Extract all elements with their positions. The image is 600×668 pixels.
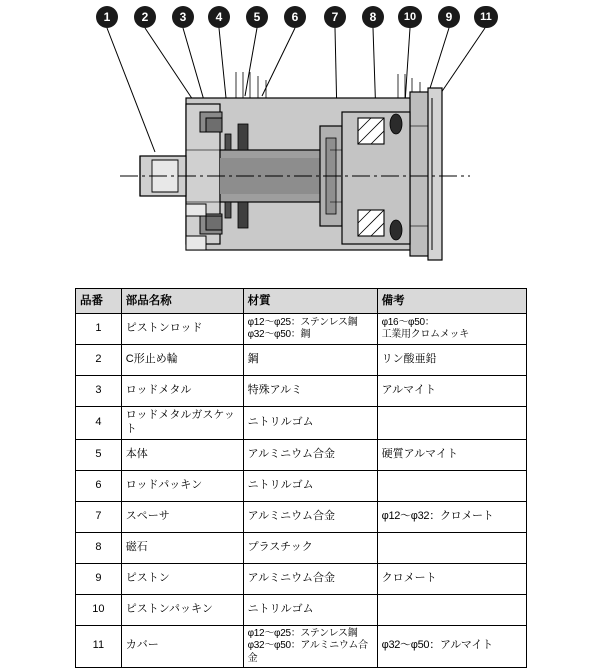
callout-1: 1 bbox=[96, 6, 118, 28]
cell-remarks: アルマイト bbox=[377, 376, 526, 407]
cell-name: スペーサ bbox=[121, 501, 243, 532]
piston-packing-upper bbox=[390, 114, 402, 134]
rod-metal-upper bbox=[206, 118, 222, 132]
cell-no: 2 bbox=[76, 345, 122, 376]
cell-no: 7 bbox=[76, 501, 122, 532]
cell-remarks bbox=[377, 470, 526, 501]
cylinder-cross-section-drawing bbox=[0, 0, 600, 280]
callout-3: 3 bbox=[172, 6, 194, 28]
cell-name: 磁石 bbox=[121, 532, 243, 563]
c-ring-upper bbox=[225, 134, 231, 150]
cell-name: C形止め輪 bbox=[121, 345, 243, 376]
header-no: 品番 bbox=[76, 289, 122, 314]
cell-material: ニトリルゴム bbox=[243, 407, 377, 440]
cell-remarks bbox=[377, 532, 526, 563]
cell-material: ニトリルゴム bbox=[243, 470, 377, 501]
cell-name: ロッドパッキン bbox=[121, 470, 243, 501]
table-row bbox=[76, 407, 527, 440]
callout-6: 6 bbox=[284, 6, 306, 28]
cell-name: ピストンパッキン bbox=[121, 594, 243, 625]
cell-remarks: リン酸亜鉛 bbox=[377, 345, 526, 376]
material-line-2: φ32～φ50：アルミニウム合金 bbox=[247, 640, 368, 664]
rod-packing-upper bbox=[238, 124, 248, 150]
table-row bbox=[76, 625, 527, 668]
cell-remarks: 硬質アルマイト bbox=[377, 439, 526, 470]
cell-material: アルミニウム合金 bbox=[243, 501, 377, 532]
cell-remarks: φ12～φ32：クロメート bbox=[377, 501, 526, 532]
cell-no: 4 bbox=[76, 407, 122, 440]
rod-metal-lower bbox=[206, 216, 222, 230]
cover-plate bbox=[428, 88, 442, 260]
cell-no: 10 bbox=[76, 594, 122, 625]
cell-material: 鋼 bbox=[243, 345, 377, 376]
table-row bbox=[76, 470, 527, 501]
piston-packing-lower bbox=[390, 220, 402, 240]
cell-name: 本体 bbox=[121, 439, 243, 470]
cell-remarks: φ32～φ50：アルマイト bbox=[377, 625, 526, 668]
table-row bbox=[76, 439, 527, 470]
cell-no: 6 bbox=[76, 470, 122, 501]
callout-8: 8 bbox=[362, 6, 384, 28]
cell-material: アルミニウム合金 bbox=[243, 439, 377, 470]
table-row bbox=[76, 532, 527, 563]
callout-5: 5 bbox=[246, 6, 268, 28]
remarks-line-2: 工業用クロムメッキ bbox=[381, 329, 469, 340]
material-line-2: φ32～φ50：鋼 bbox=[247, 329, 311, 340]
table-row bbox=[76, 501, 527, 532]
table-row bbox=[76, 594, 527, 625]
cell-remarks bbox=[377, 594, 526, 625]
table-row bbox=[76, 345, 527, 376]
cell-no: 5 bbox=[76, 439, 122, 470]
body-step-detail bbox=[186, 236, 206, 250]
cell-name: ピストン bbox=[121, 563, 243, 594]
cell-remarks bbox=[377, 407, 526, 440]
cell-name: ピストンロッド bbox=[121, 314, 243, 345]
cell-no: 11 bbox=[76, 625, 122, 668]
header-remarks: 備考 bbox=[377, 289, 526, 314]
table-row bbox=[76, 314, 527, 345]
cell-no: 1 bbox=[76, 314, 122, 345]
cell-material: アルミニウム合金 bbox=[243, 563, 377, 594]
cell-no: 3 bbox=[76, 376, 122, 407]
callout-7: 7 bbox=[324, 6, 346, 28]
cell-remarks: クロメート bbox=[377, 563, 526, 594]
cell-name: ロッドメタルガスケット bbox=[121, 407, 243, 440]
cell-no: 8 bbox=[76, 532, 122, 563]
callout-9: 9 bbox=[438, 6, 460, 28]
parts-table bbox=[75, 288, 527, 668]
callout-2: 2 bbox=[134, 6, 156, 28]
cell-material bbox=[243, 625, 377, 668]
material-line-1: φ12～φ25：ステンレス鋼 bbox=[247, 316, 358, 328]
cell-material: ニトリルゴム bbox=[243, 594, 377, 625]
callout-11: 11 bbox=[474, 6, 498, 28]
callout-10: 10 bbox=[398, 6, 422, 28]
table-header-row bbox=[76, 289, 527, 314]
cell-material bbox=[243, 314, 377, 345]
cell-material: プラスチック bbox=[243, 532, 377, 563]
callout-4: 4 bbox=[208, 6, 230, 28]
body-step-detail-2 bbox=[186, 204, 206, 216]
header-name: 部品名称 bbox=[121, 289, 243, 314]
rod-packing-lower bbox=[238, 202, 248, 228]
cell-no: 9 bbox=[76, 563, 122, 594]
material-line-1: φ12～φ25：ステンレス鋼 bbox=[247, 627, 358, 639]
table-row bbox=[76, 563, 527, 594]
remarks-line-1: φ16～φ50： bbox=[381, 316, 435, 328]
cell-material: 特殊アルミ bbox=[243, 376, 377, 407]
table-row bbox=[76, 376, 527, 407]
c-ring-lower bbox=[225, 202, 231, 218]
cell-remarks bbox=[377, 314, 526, 345]
cell-name: カバー bbox=[121, 625, 243, 668]
header-material: 材質 bbox=[243, 289, 377, 314]
cell-name: ロッドメタル bbox=[121, 376, 243, 407]
